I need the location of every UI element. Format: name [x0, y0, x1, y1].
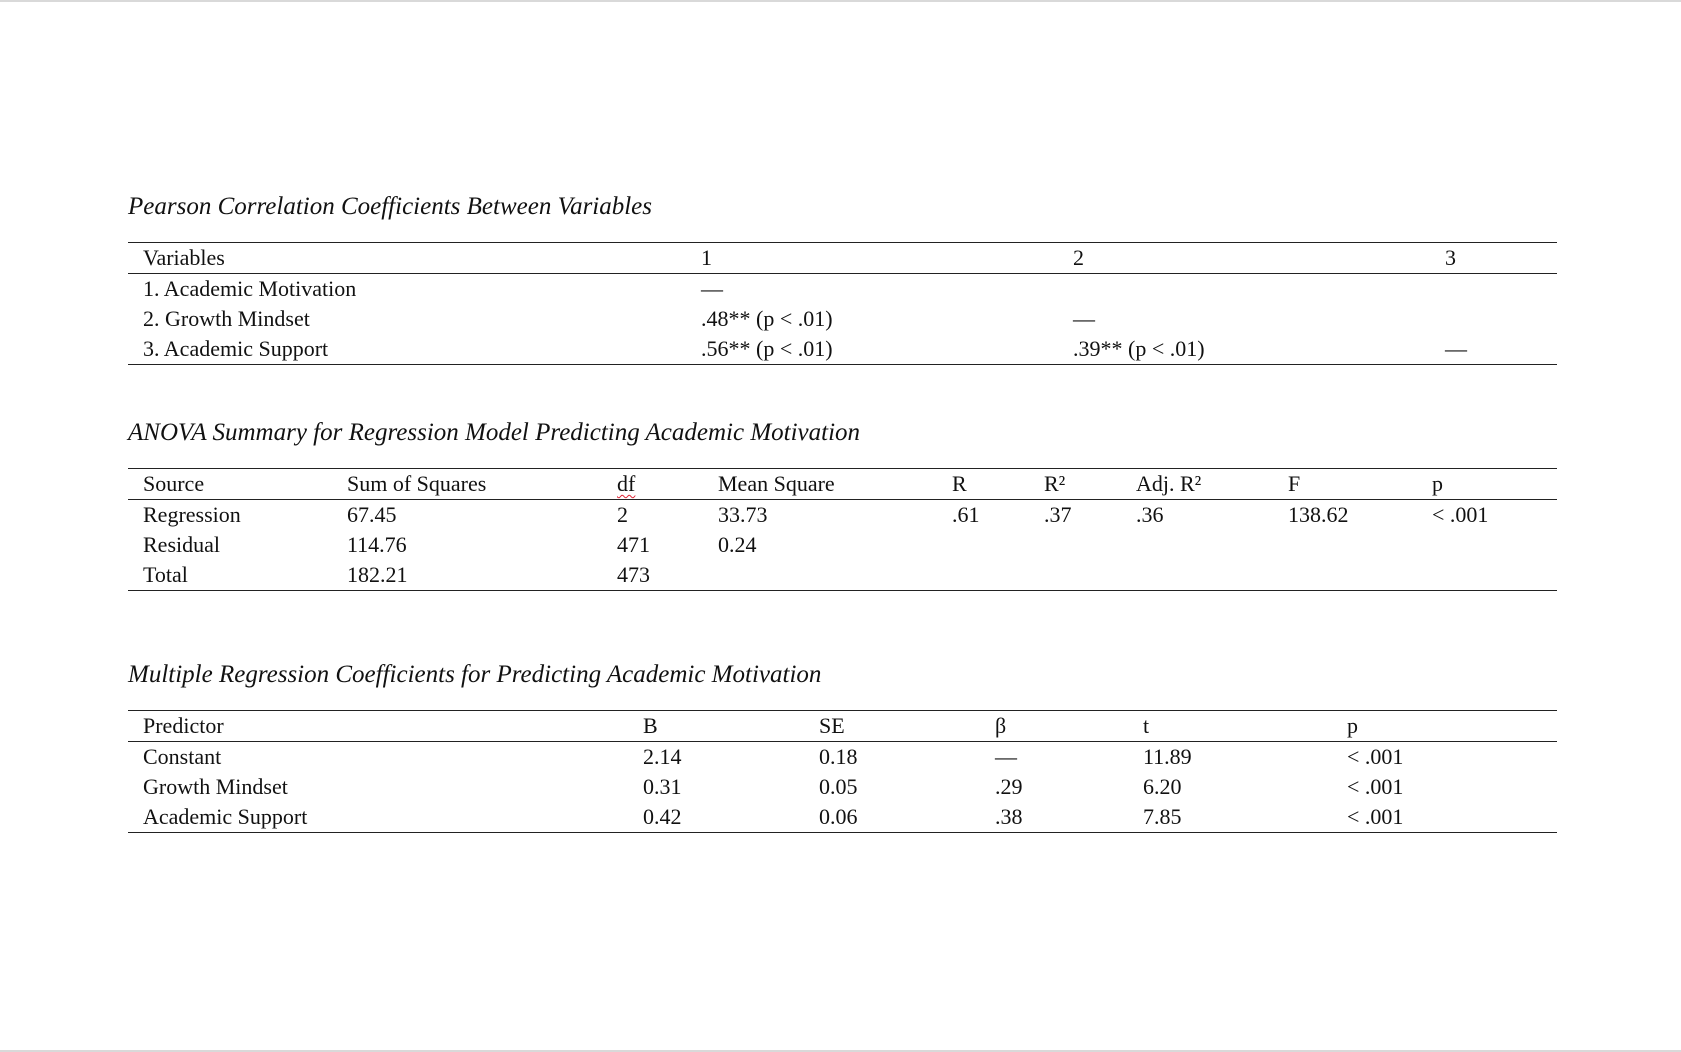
table-cell: 33.73 — [718, 502, 768, 527]
table-cell: < .001 — [1347, 774, 1404, 799]
table-cell: 182.21 — [332, 560, 602, 591]
header-cell: B — [628, 711, 804, 742]
table-cell — [937, 530, 1029, 560]
table-cell: Residual — [143, 532, 220, 557]
header-cell: Variables — [128, 243, 686, 274]
table-cell: 473 — [602, 560, 703, 591]
table-cell: 6.20 — [1143, 774, 1182, 799]
anova-section — [128, 418, 1557, 591]
table-header-row — [128, 469, 1557, 500]
table-cell: < .001 — [1432, 502, 1489, 527]
table-cell — [1273, 530, 1417, 560]
table-cell: .37 — [1044, 502, 1072, 527]
table-cell: 67.45 — [347, 502, 397, 527]
header-cell: Adj. R² — [1121, 469, 1273, 500]
table-cell — [1029, 560, 1121, 591]
correlation-table — [128, 242, 1557, 365]
table-cell: .39** (p < .01) — [1058, 334, 1430, 365]
table-header-row — [128, 243, 1557, 274]
anova-caption: ANOVA Summary for Regression Model Predicting Academic Motivation — [128, 419, 861, 446]
table-cell: 11.89 — [1143, 744, 1192, 769]
table-row — [128, 334, 1557, 365]
spellcheck-flagged-text[interactable]: df — [617, 471, 636, 496]
table-cell — [703, 560, 937, 591]
anova-table — [128, 468, 1557, 591]
table-cell: 0.18 — [819, 744, 858, 769]
table-cell — [1417, 530, 1557, 560]
table-cell — [1417, 560, 1557, 591]
header-cell: R² — [1029, 469, 1121, 500]
table-cell: Regression — [143, 502, 241, 527]
header-cell: F — [1273, 469, 1417, 500]
table-cell: .56** (p < .01) — [686, 334, 1058, 365]
table-cell: .29 — [995, 774, 1023, 799]
header-cell — [602, 469, 703, 500]
table-cell: 2.14 — [643, 744, 682, 769]
table-row — [128, 500, 1557, 531]
table-cell: 471 — [617, 532, 650, 557]
table-row — [128, 742, 1557, 773]
table-cell: .36 — [1136, 502, 1164, 527]
table-cell: — — [701, 276, 723, 301]
table-header-row — [128, 711, 1557, 742]
header-cell: Predictor — [128, 711, 628, 742]
table-cell: 0.31 — [643, 774, 682, 799]
header-cell: Source — [128, 469, 332, 500]
table-cell: .61 — [952, 502, 980, 527]
regression-caption: Multiple Regression Coefficients for Predicting Academic Motivation — [128, 661, 822, 688]
table-cell: Constant — [143, 744, 222, 769]
correlation-section — [128, 192, 1557, 365]
table-cell: 3. Academic Support — [128, 334, 686, 365]
table-cell — [1121, 530, 1273, 560]
table-row — [128, 772, 1557, 802]
table-cell: < .001 — [1347, 744, 1404, 769]
header-cell: 3 — [1430, 243, 1557, 274]
table-cell: .48** (p < .01) — [701, 306, 833, 331]
regression-section — [128, 660, 1557, 833]
table-row — [128, 802, 1557, 833]
table-cell: 1. Academic Motivation — [143, 276, 357, 301]
table-cell: 7.85 — [1128, 802, 1332, 833]
table-cell — [1058, 274, 1430, 305]
table-cell: — — [1073, 306, 1095, 331]
regression-table — [128, 710, 1557, 833]
header-cell: p — [1332, 711, 1557, 742]
table-cell: — — [995, 744, 1017, 769]
table-cell: .38 — [980, 802, 1128, 833]
table-cell: 0.42 — [628, 802, 804, 833]
header-cell: R — [937, 469, 1029, 500]
table-cell: < .001 — [1332, 802, 1557, 833]
table-cell: 138.62 — [1288, 502, 1349, 527]
table-cell: 2 — [617, 502, 628, 527]
table-cell: — — [1430, 334, 1557, 365]
page-top-border — [0, 0, 1681, 2]
table-cell — [1029, 530, 1121, 560]
table-cell: 114.76 — [347, 532, 407, 557]
table-cell — [1273, 560, 1417, 591]
table-cell: 2. Growth Mindset — [143, 306, 310, 331]
table-cell: 0.06 — [804, 802, 980, 833]
table-cell — [1430, 274, 1557, 305]
table-cell: Total — [128, 560, 332, 591]
table-cell: Growth Mindset — [143, 774, 288, 799]
table-row — [128, 530, 1557, 560]
header-cell: SE — [804, 711, 980, 742]
table-cell: 0.05 — [819, 774, 858, 799]
table-cell — [937, 560, 1029, 591]
table-row — [128, 304, 1557, 334]
header-cell: Mean Square — [703, 469, 937, 500]
header-cell: p — [1417, 469, 1557, 500]
header-cell: t — [1128, 711, 1332, 742]
table-cell: Academic Support — [128, 802, 628, 833]
table-cell — [1430, 304, 1557, 334]
table-cell — [1121, 560, 1273, 591]
header-cell: 2 — [1058, 243, 1430, 274]
table-cell: 0.24 — [718, 532, 757, 557]
header-cell: Sum of Squares — [332, 469, 602, 500]
table-row — [128, 560, 1557, 591]
header-cell: β — [980, 711, 1128, 742]
table-row — [128, 274, 1557, 305]
header-cell: 1 — [686, 243, 1058, 274]
correlation-caption: Pearson Correlation Coefficients Between Variables — [128, 193, 653, 220]
